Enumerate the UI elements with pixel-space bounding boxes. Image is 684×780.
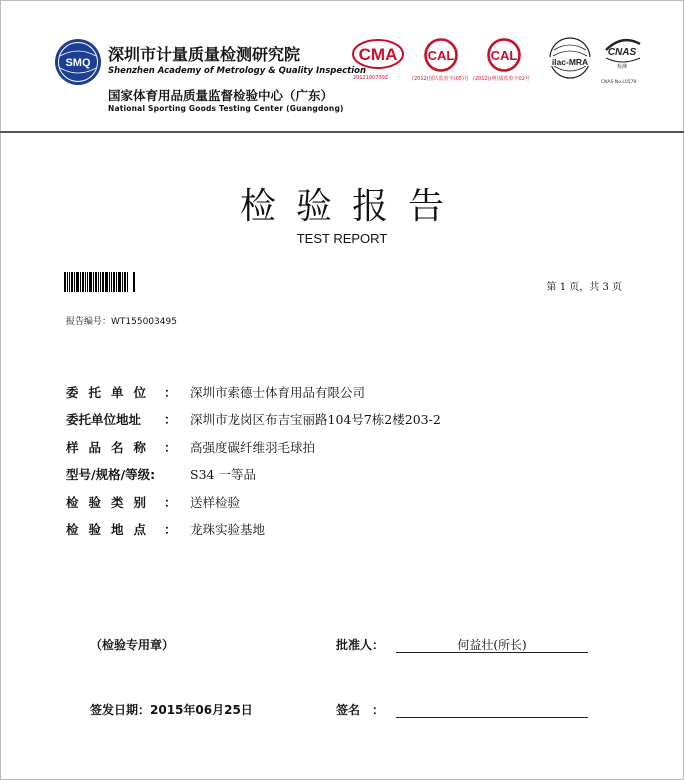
cma-mark-text: CMA: [358, 45, 398, 64]
info-label: 样品名称: [66, 440, 157, 455]
cal-mark-icon: [419, 38, 463, 72]
info-value: 龙珠实验基地: [190, 522, 266, 537]
approver-label: 批准人：: [336, 638, 385, 652]
ilac-mra-text: ilac-MRA: [551, 57, 589, 67]
info-value: 深圳市索德士体育用品有限公司: [190, 385, 366, 400]
approver-name: 何益壮(所长): [457, 638, 527, 652]
info-colon: ：: [164, 412, 177, 427]
info-colon: ：: [164, 385, 177, 400]
report-title-en: TEST REPORT: [296, 231, 388, 246]
cal-code-provincial: (2012)(粤)质监验字02号: [473, 76, 530, 82]
cnas-mark-text: CNAS: [607, 47, 637, 58]
testing-center-name-cn: 国家体育用品质量监督检验中心（广东）: [108, 88, 334, 103]
cal-mark-provincial-text: CAL: [490, 48, 518, 63]
organization-name-en: Shenzhen Academy of Metrology & Quality Inspection: [108, 66, 367, 76]
header-divider: [0, 131, 684, 133]
info-label: 型号/规格/等级:: [66, 467, 156, 482]
smq-logo: [54, 38, 102, 86]
info-label: 委托单位: [66, 385, 157, 400]
info-label: 委托单位地址: [66, 412, 142, 427]
signature-label: 签名 ：: [336, 703, 385, 717]
info-colon: ：: [164, 522, 177, 537]
cnas-code: CNAS No.L0579: [601, 80, 637, 85]
letterhead: [0, 0, 684, 132]
info-colon: ：: [164, 440, 177, 455]
cma-mark-icon: [352, 38, 404, 70]
cnas-mark-icon: [600, 36, 644, 70]
info-label: 检验类别: [66, 495, 157, 510]
seal-label: （检验专用章）: [90, 638, 175, 652]
info-value: S34 一等品: [190, 467, 256, 482]
cal-mark-text: CAL: [427, 48, 455, 63]
issue-date: 签发日期：2015年06月25日: [90, 703, 253, 717]
info-value: 高强度碳纤维羽毛球拍: [190, 440, 316, 455]
info-colon: ：: [164, 495, 177, 510]
cma-code: 2012190730Z: [353, 75, 389, 81]
smq-logo-text: SMQ: [65, 57, 91, 69]
approver-signature-line: [396, 652, 588, 653]
info-value: 送样检验: [190, 495, 241, 510]
page-number: 第 1 页，共 3 页: [546, 282, 622, 293]
testing-center-name-en: National Sporting Goods Testing Center (Guangdong): [108, 104, 344, 113]
cal-mark-provincial-icon: [482, 38, 526, 72]
cnas-sub-text: 检测: [616, 64, 628, 70]
signature-line: [396, 717, 588, 718]
info-label: 检验地点: [66, 522, 157, 537]
cal-code-national: (2012)国认监验字(05)号: [412, 76, 469, 82]
organization-name-cn: 深圳市计量质量检测研究院: [108, 45, 301, 64]
report-title-cn: 检验报告: [239, 186, 464, 227]
info-value: 深圳市龙岗区布吉宝丽路104号7栋2楼203-2: [190, 412, 441, 427]
report-number: 报告编号：WT155003495: [66, 317, 177, 327]
ilac-mra-icon: [545, 36, 595, 82]
barcode-icon: [64, 272, 136, 292]
